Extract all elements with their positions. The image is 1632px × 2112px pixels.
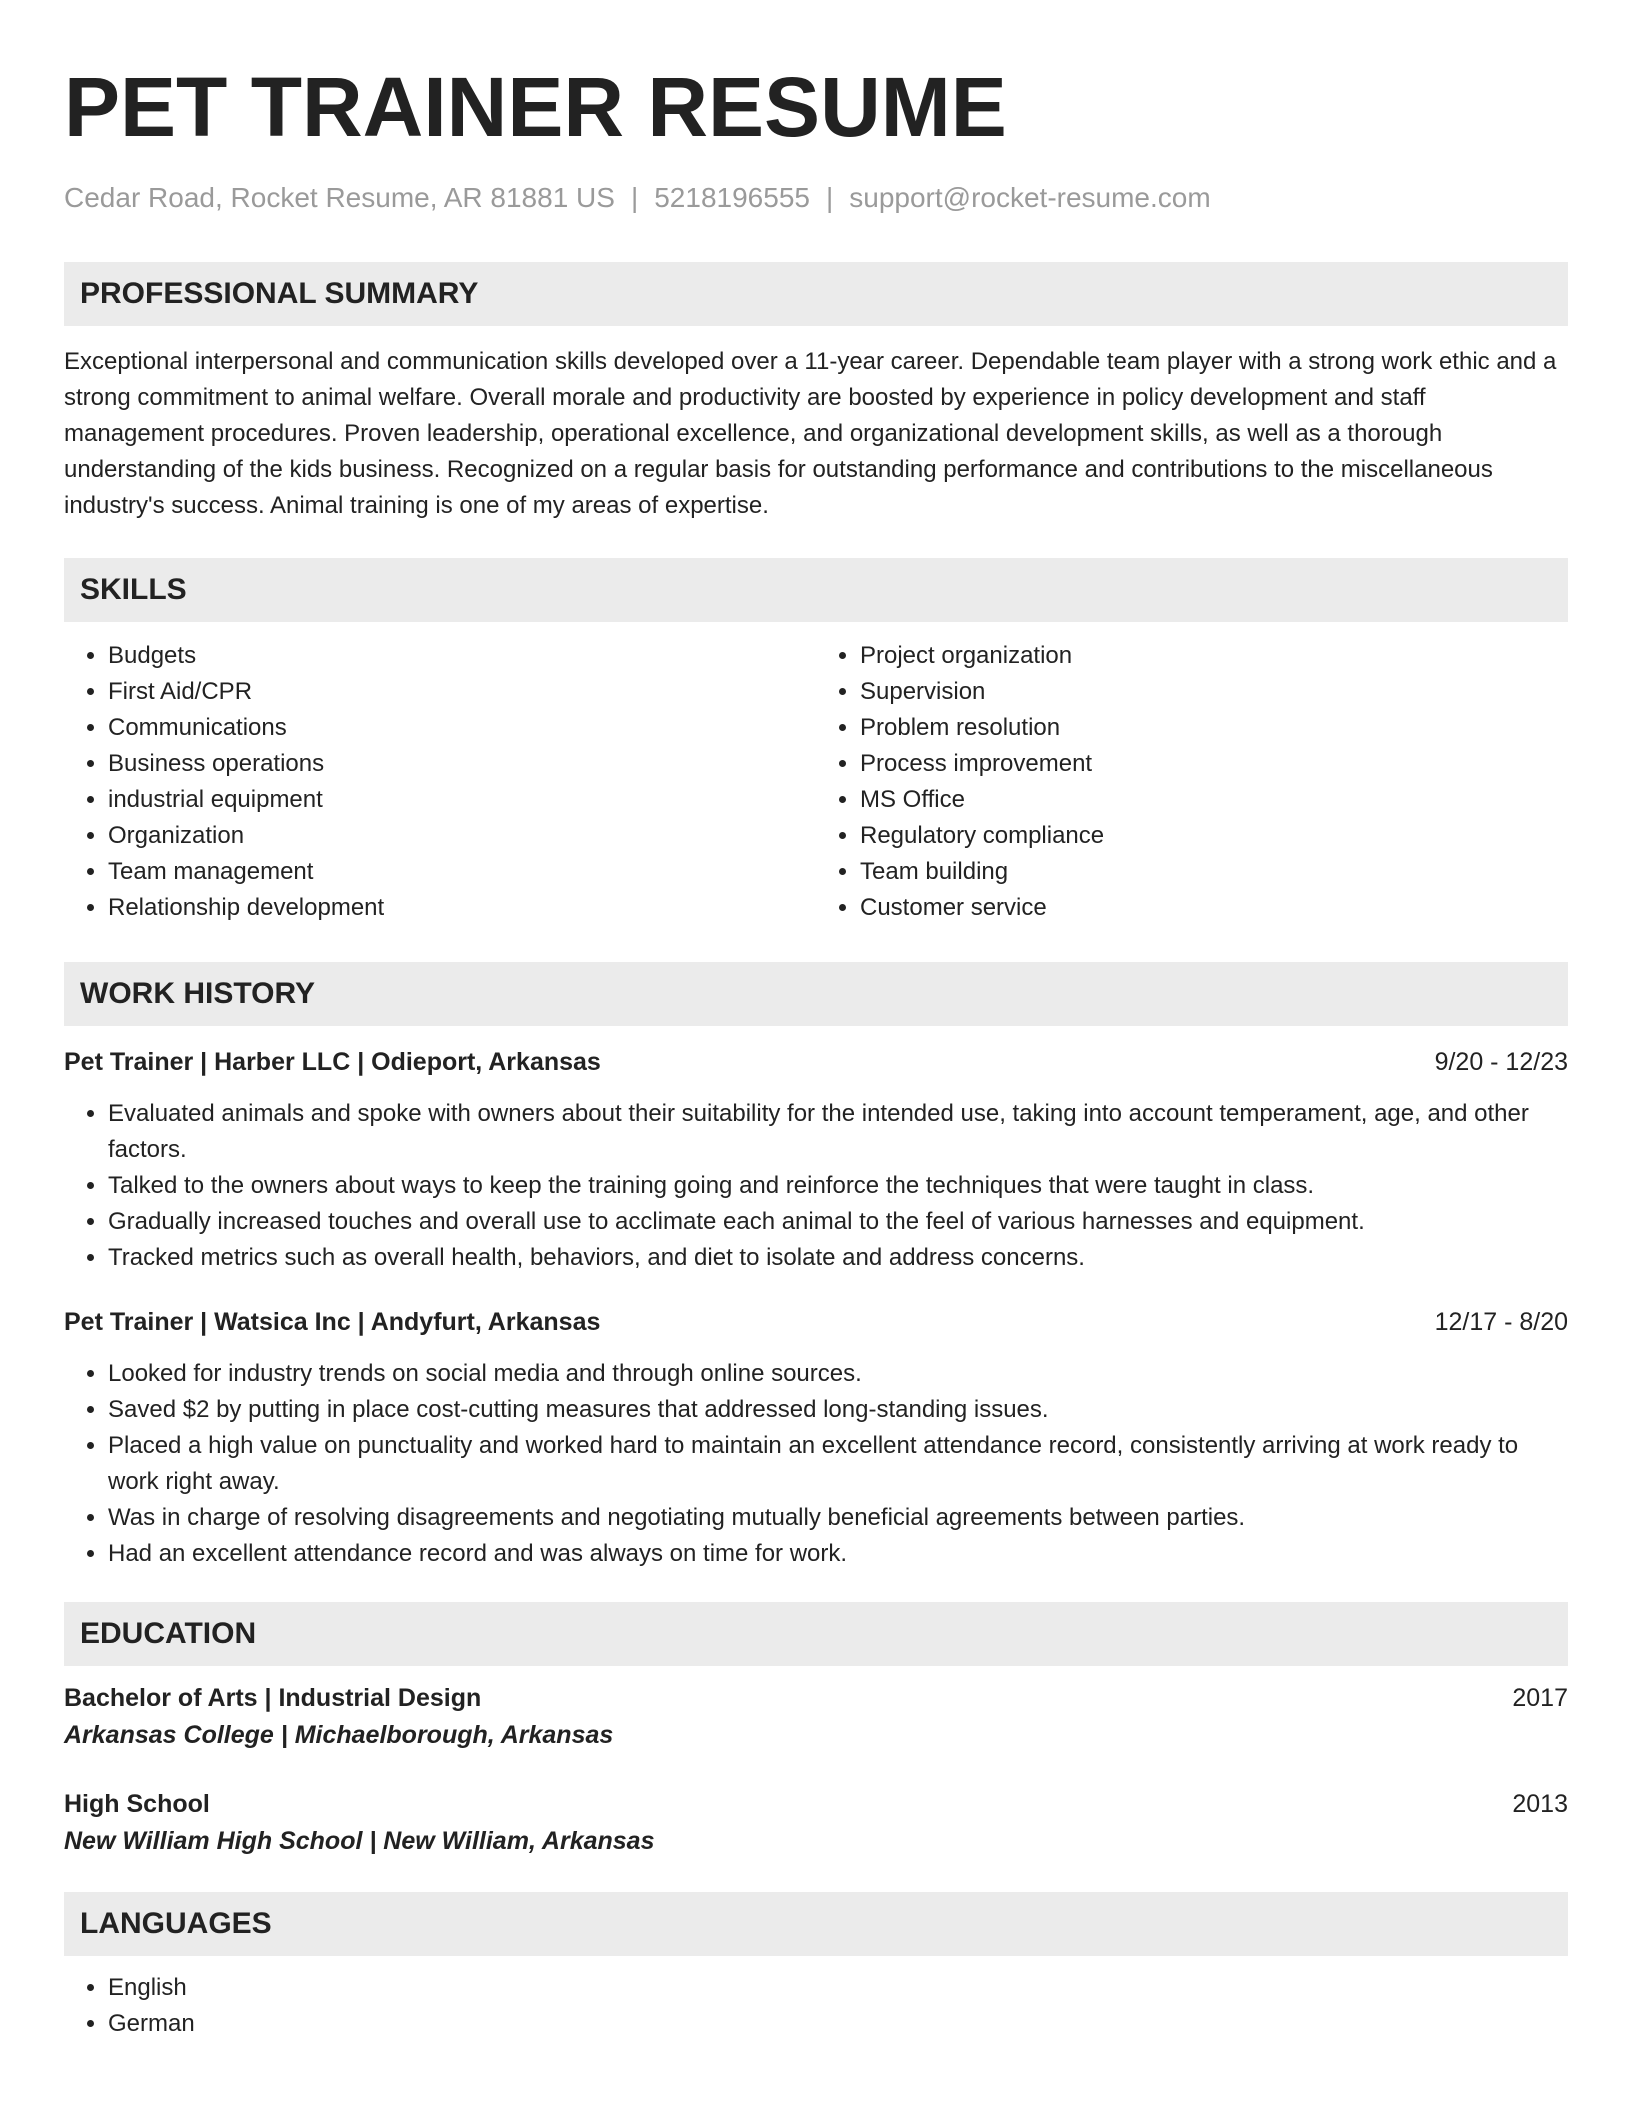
job-header — [64, 1044, 1568, 1080]
job-bullets — [64, 1096, 1568, 1276]
education-entry — [64, 1786, 1568, 1860]
section-heading-education: EDUCATION — [64, 1602, 1568, 1666]
education-degree: Bachelor of Arts | Industrial Design — [64, 1684, 482, 1712]
skill-item: • Budgets — [108, 638, 816, 674]
education-year: 2017 — [1512, 1684, 1568, 1712]
resume-title: PET TRAINER RESUME — [64, 60, 1007, 154]
skill-item: • Organization — [108, 818, 816, 854]
contact-phone: 5218196555 — [654, 182, 810, 213]
job-entry — [64, 1044, 1568, 1276]
education-header — [64, 1786, 1568, 1822]
skill-item: • First Aid/CPR — [108, 674, 816, 710]
contact-separator: | — [825, 182, 834, 213]
language-item: • German — [108, 2006, 1568, 2042]
skill-item: • Relationship development — [108, 890, 816, 926]
skill-item: • Problem resolution — [860, 710, 1568, 746]
languages-list — [64, 1970, 1568, 2042]
education-entry — [64, 1680, 1568, 1754]
skill-item: • Customer service — [860, 890, 1568, 926]
skills-column-right — [816, 638, 1568, 926]
skill-item: • Supervision — [860, 674, 1568, 710]
contact-line — [64, 180, 1568, 216]
skill-item: • Communications — [108, 710, 816, 746]
section-heading-summary: PROFESSIONAL SUMMARY — [64, 262, 1568, 326]
job-dates: 9/20 - 12/23 — [1434, 1048, 1568, 1076]
contact-address: Cedar Road, Rocket Resume, AR 81881 US — [64, 182, 615, 213]
education-school: New William High School | New William, Arkansas — [64, 1827, 655, 1855]
skill-item: • industrial equipment — [108, 782, 816, 818]
language-item: • English — [108, 1970, 1568, 2006]
section-heading-skills: SKILLS — [64, 558, 1568, 622]
skill-item: • Process improvement — [860, 746, 1568, 782]
job-dates: 12/17 - 8/20 — [1434, 1308, 1568, 1336]
skill-item: • Team building — [860, 854, 1568, 890]
skills-list — [64, 638, 1568, 926]
job-header — [64, 1304, 1568, 1340]
job-bullet: • Evaluated animals and spoke with owners about their suitability for the intended use, taking into account temperament, age, and other factors. — [108, 1096, 1568, 1168]
summary-text: Exceptional interpersonal and communication skills developed over a 11-year career. Dependable team player with a strong work ethic and a strong commitment to animal welfare. Overall morale and productivity are boosted by experience in policy development and staff management procedures. Proven leadership, operational excellence, and organizational development skills, as well as a thorough understanding of the kids business. Recognized on a regular basis for outstanding performance and contributions to the miscellaneous industry's success. Animal training is one of my areas of expertise. — [64, 348, 1557, 519]
education-degree: High School — [64, 1790, 210, 1818]
job-bullet: • Saved $2 by putting in place cost-cutting measures that addressed long-standing issues. — [108, 1392, 1568, 1428]
education-school: Arkansas College | Michaelborough, Arkansas — [64, 1721, 614, 1749]
job-entry — [64, 1304, 1568, 1572]
job-bullet: • Looked for industry trends on social media and through online sources. — [108, 1356, 1568, 1392]
job-bullet: • Tracked metrics such as overall health, behaviors, and diet to isolate and address concerns. — [108, 1240, 1568, 1276]
job-bullets — [64, 1356, 1568, 1572]
contact-email: support@rocket-resume.com — [849, 182, 1211, 213]
education-year: 2013 — [1512, 1790, 1568, 1818]
skill-item: • Project organization — [860, 638, 1568, 674]
job-title: Pet Trainer | Watsica Inc | Andyfurt, Arkansas — [64, 1308, 601, 1336]
contact-separator: | — [630, 182, 639, 213]
job-bullet: • Placed a high value on punctuality and worked hard to maintain an excellent attendance record, consistently arriving at work ready to work right away. — [108, 1428, 1568, 1500]
section-heading-languages: LANGUAGES — [64, 1892, 1568, 1956]
education-header — [64, 1680, 1568, 1716]
job-bullet: • Gradually increased touches and overall use to acclimate each animal to the feel of various harnesses and equipment. — [108, 1204, 1568, 1240]
job-title: Pet Trainer | Harber LLC | Odieport, Arkansas — [64, 1048, 601, 1076]
job-bullet: • Talked to the owners about ways to keep the training going and reinforce the techniques that were taught in class. — [108, 1168, 1568, 1204]
skill-item: • Regulatory compliance — [860, 818, 1568, 854]
skill-item: • Business operations — [108, 746, 816, 782]
job-bullet: • Had an excellent attendance record and was always on time for work. — [108, 1536, 1568, 1572]
section-heading-work-history: WORK HISTORY — [64, 962, 1568, 1026]
skills-column-left — [64, 638, 816, 926]
skill-item: • MS Office — [860, 782, 1568, 818]
skill-item: • Team management — [108, 854, 816, 890]
job-bullet: • Was in charge of resolving disagreements and negotiating mutually beneficial agreements between parties. — [108, 1500, 1568, 1536]
